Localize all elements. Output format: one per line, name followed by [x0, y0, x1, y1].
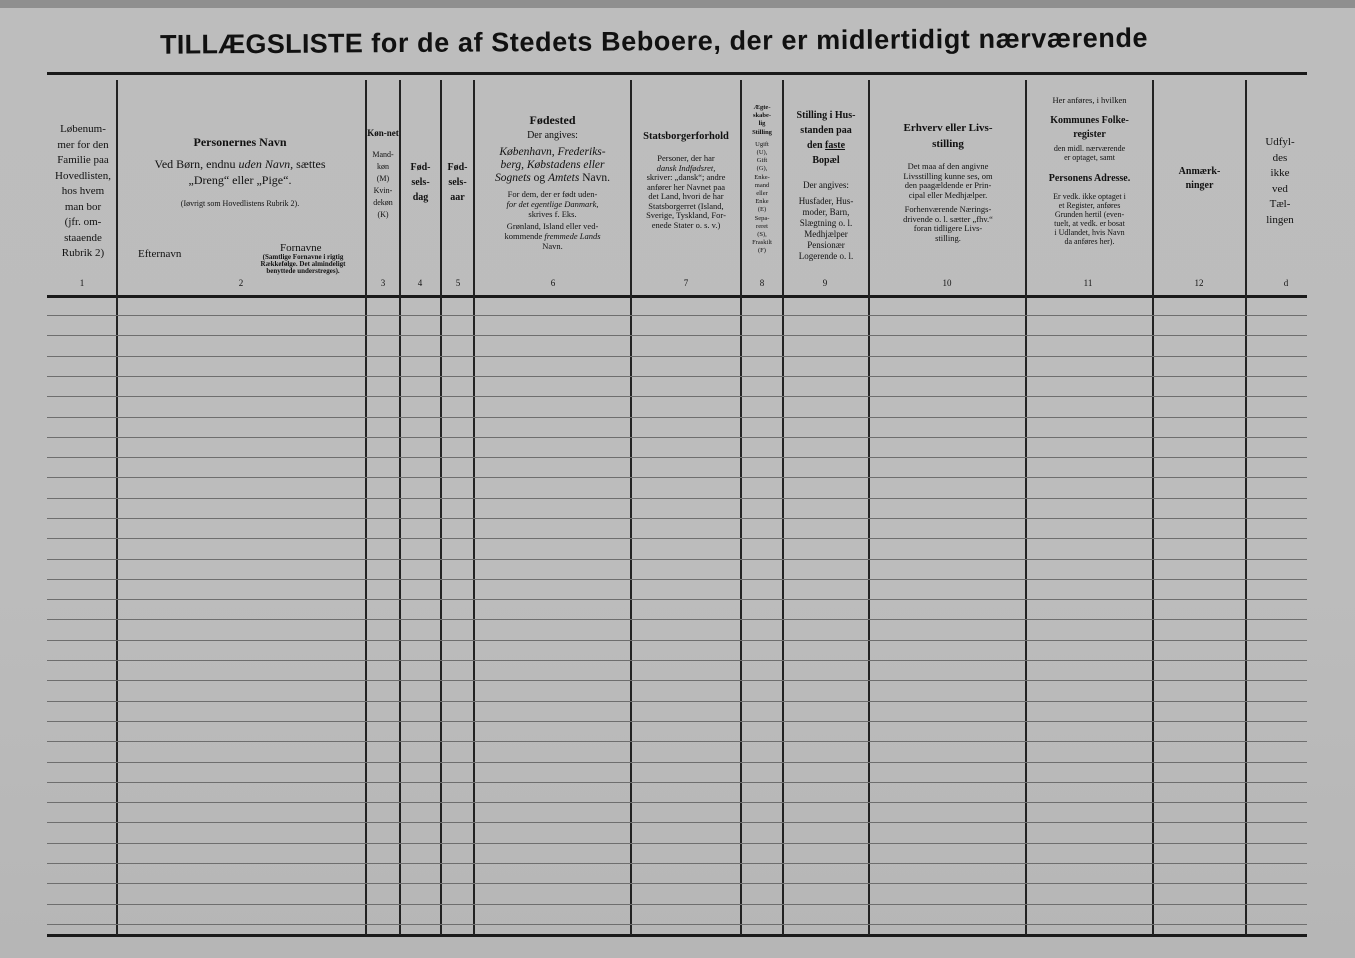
col2-firstname-label: Fornavne — [280, 242, 322, 254]
col3-text: (M) — [376, 174, 390, 183]
entry-row-line — [47, 721, 1307, 722]
cold-text: Tæl- — [1269, 198, 1291, 210]
col8-heading: lig — [758, 120, 766, 128]
col1-text: Rubrik 2) — [61, 247, 105, 259]
col2-text: uden Navn, — [238, 157, 294, 171]
col8-text: (G), — [756, 165, 768, 173]
entry-row-line — [47, 498, 1307, 499]
col8-text: Enke- — [754, 173, 770, 181]
col10-header — [871, 120, 1025, 330]
col-divider — [473, 80, 475, 935]
col1-text: (jfr. om- — [64, 216, 102, 228]
col9-text: Pensionær — [807, 240, 845, 250]
col12-heading: ninger — [1185, 180, 1214, 191]
col9-heading: Stilling i Hus- — [796, 110, 856, 121]
top-rule — [47, 72, 1307, 75]
col1-text: Hovedlisten, — [55, 169, 111, 182]
entry-row-line — [47, 680, 1307, 681]
col12-header — [1154, 165, 1245, 375]
col9-heading: den — [806, 140, 823, 151]
entry-row-line — [47, 904, 1307, 905]
col8-text: Enke — [755, 198, 769, 206]
col1-text: staaende — [64, 231, 102, 244]
col6-text: Grønland, Island eller ved- — [506, 220, 599, 231]
col8-text: reret — [756, 222, 768, 230]
col3-text: Mand- — [372, 150, 394, 159]
col8-heading: Ægte- — [753, 104, 771, 111]
col2-note: (Iøvrigt som Hovedlistens Rubrik 2). — [180, 199, 300, 208]
entry-row-line — [47, 619, 1307, 620]
col7-text: anfører her Navnet paa — [646, 181, 726, 192]
col6-text: berg, Købstadens eller — [500, 158, 605, 171]
column-number: 8 — [759, 278, 765, 288]
col5-header — [442, 160, 473, 370]
col4-heading: Fød- — [410, 162, 431, 173]
entry-row-line — [47, 660, 1307, 661]
entry-row-line — [47, 883, 1307, 884]
col9-text: Medhjælper — [804, 229, 848, 239]
cold-text: lingen — [1266, 213, 1294, 226]
col9-text: Slægtning o. l. — [799, 218, 853, 228]
col8-text: mand — [754, 181, 770, 189]
entry-row-line — [47, 640, 1307, 641]
col2-text: Ved Børn, endnu — [154, 157, 236, 171]
col10-heading: Erhverv eller Livs- — [903, 122, 993, 134]
column-number: 1 — [79, 278, 85, 288]
entry-row-line — [47, 782, 1307, 783]
col10-text: Livsstilling kunne ses, om — [903, 170, 993, 181]
col4-heading: sels- — [411, 177, 430, 188]
entry-row-line — [47, 559, 1307, 560]
column-number: 6 — [550, 278, 556, 288]
col12-heading: Anmærk- — [1178, 166, 1221, 177]
col3-text: køn — [377, 162, 389, 171]
col7-text: det Land, hvori de har — [648, 191, 724, 201]
col4-header — [401, 160, 440, 370]
col11-header — [1027, 96, 1152, 306]
entry-row-line — [47, 924, 1307, 925]
column-number: 3 — [380, 278, 386, 288]
col9-text: Logerende o. l. — [798, 251, 854, 261]
entry-row-line — [47, 376, 1307, 377]
col7-heading: Statsborgerforhold — [643, 131, 729, 142]
scan-edge — [0, 0, 1355, 8]
entry-row-line — [47, 315, 1307, 316]
col10-text: Forhenværende Nærings- — [904, 204, 992, 214]
entry-row-line — [47, 457, 1307, 458]
cold-text: ikke — [1270, 167, 1290, 179]
form-title-caps: TILLÆGSLISTE — [159, 28, 364, 60]
col7-header — [632, 130, 740, 340]
col6-text: for det egentlige Danmark, — [506, 198, 599, 209]
col1-text: mer for den — [57, 138, 109, 151]
entry-row-line — [47, 579, 1307, 580]
col11-heading: Personens Adresse. — [1048, 173, 1131, 184]
entry-row-line — [47, 599, 1307, 600]
entry-row-line — [47, 356, 1307, 357]
col8-text: Ugift — [755, 140, 769, 148]
col6-text: kommende — [504, 230, 543, 241]
column-number: 2 — [238, 278, 244, 288]
col9-heading: faste — [825, 140, 846, 151]
col11-text: da anføres her). — [1064, 237, 1115, 246]
cold-text: Udfyl- — [1265, 136, 1295, 148]
col11-text: i Udlandet, hvis Navn — [1054, 228, 1125, 237]
col2-text: sættes — [296, 157, 326, 171]
col6-heading: Fødested — [529, 113, 576, 127]
col11-heading: register — [1073, 129, 1106, 140]
col11-text: tuelt, at vedk. er bosat — [1054, 219, 1125, 228]
entry-row-line — [47, 741, 1307, 742]
col5-heading: aar — [450, 192, 465, 203]
col2-heading: Personernes Navn — [193, 135, 287, 149]
col11-text: er optaget, samt — [1064, 153, 1115, 162]
col6-text: skrives f. Eks. — [528, 208, 577, 219]
col8-text: (U), — [756, 149, 768, 157]
entry-row-line — [47, 437, 1307, 438]
entry-row-line — [47, 802, 1307, 803]
column-number: d — [1283, 278, 1289, 288]
col10-text: Det maa af den angivne — [907, 161, 989, 171]
col6-text: For dem, der er født uden- — [507, 188, 598, 199]
col5-heading: Fød- — [447, 162, 468, 173]
bottom-rule — [47, 934, 1307, 937]
form-title — [160, 22, 1220, 60]
col2-header — [120, 134, 360, 344]
col8-text: eller — [756, 190, 768, 198]
col8-text: (F) — [758, 247, 766, 255]
col6-text: København, Frederiks- — [499, 145, 606, 158]
col1-text: Løbenum- — [60, 123, 106, 135]
column-number: 10 — [942, 278, 952, 288]
col10-text: foran tidligere Livs- — [913, 223, 983, 233]
col11-text: Er vedk. ikke optaget i — [1053, 192, 1126, 201]
col6-text: Der angives: — [527, 130, 578, 141]
col1-text: man bor — [64, 200, 102, 213]
col2-subnote: benyttede understreges). — [266, 267, 340, 275]
col8-text: Sepa- — [754, 214, 770, 222]
col2-subnote: (Samtlige Fornavne i rigtig — [262, 253, 344, 261]
col10-text: cipal eller Medhjælper. — [908, 189, 988, 200]
cold-text: des — [1272, 151, 1288, 164]
col8-text: (S), — [757, 231, 767, 239]
column-number: 9 — [822, 278, 828, 288]
col7-text: Sverige, Tyskland, For- — [646, 210, 726, 220]
column-number: 5 — [455, 278, 461, 288]
col9-text: moder, Barn, — [802, 207, 850, 217]
col6-header — [476, 112, 629, 322]
col9-heading: Bopæl — [812, 155, 840, 166]
col11-heading: Kommunes Folke- — [1050, 115, 1129, 126]
col9-text: Der angives: — [803, 180, 849, 190]
entry-row-line — [47, 538, 1307, 539]
col10-heading: stilling — [932, 138, 964, 150]
col1-text: hos hvem — [61, 185, 105, 197]
col3-text: Kvin- — [373, 186, 393, 195]
entry-row-line — [47, 863, 1307, 864]
entry-row-line — [47, 843, 1307, 844]
entry-row-line — [47, 335, 1307, 336]
col11-text: et Register, anføres — [1058, 201, 1121, 210]
col8-text: Fraskilt — [752, 239, 772, 247]
col11-text: Her anføres, i hvilken — [1052, 96, 1127, 105]
column-number: 7 — [683, 278, 689, 288]
cold-header — [1247, 135, 1313, 345]
col6-text: Navn. — [542, 240, 563, 251]
entry-row-line — [47, 822, 1307, 823]
col3-text: dekøn — [373, 198, 393, 207]
col7-text: enede Stater o. s. v.) — [651, 219, 721, 230]
entry-row-line — [47, 518, 1307, 519]
col6-text: Amtets — [548, 171, 580, 184]
col4-heading: dag — [412, 192, 429, 203]
col9-heading: standen paa — [800, 125, 852, 136]
column-number: 12 — [1194, 278, 1204, 288]
col3-text: (K) — [377, 210, 389, 219]
col2-text: „Dreng“ eller „Pige“. — [188, 173, 292, 187]
col7-text: Personer, der har — [657, 153, 715, 163]
entry-row-line — [47, 701, 1307, 702]
col8-text: (E) — [757, 206, 767, 214]
entry-row-line — [47, 477, 1307, 478]
col6-text: Sognets — [494, 171, 531, 184]
col7-text: skriver: „dansk“; andre — [646, 172, 726, 182]
column-number: 4 — [417, 278, 423, 288]
col1-header — [49, 122, 117, 332]
col7-text: Statsborgerret (Island, — [648, 200, 724, 211]
col10-text: drivende o. l. sætter „fhv.“ — [903, 213, 993, 224]
column-number: 11 — [1083, 278, 1093, 288]
col6-text: Navn. — [582, 171, 610, 184]
col2-surname-label: Efternavn — [138, 248, 182, 260]
entry-row-line — [47, 396, 1307, 397]
col10-text: stilling. — [935, 232, 961, 243]
col11-text: den midl. nærværende — [1053, 144, 1126, 153]
col8-heading: skabe- — [752, 112, 772, 120]
col8-heading: Stilling — [752, 128, 772, 136]
form-title-rest: for de af Stedets Beboere, der er midlertidigt nærværende — [371, 22, 1149, 59]
col7-text: dansk Indfødsret, — [656, 162, 716, 173]
entry-row-line — [47, 762, 1307, 763]
col11-text: Grunden hertil (even- — [1054, 210, 1125, 219]
col1-text: Familie paa — [57, 154, 109, 166]
col-divider — [868, 80, 870, 935]
cold-text: ved — [1272, 182, 1288, 195]
col8-text: Gift — [756, 157, 768, 165]
col2-subnote: Rækkefølge. Det almindeligt — [260, 260, 346, 268]
col10-text: den paagældende er Prin- — [904, 180, 992, 190]
col9-text: Husfader, Hus- — [798, 196, 854, 206]
col6-text: fremmede Lands — [544, 230, 601, 241]
col3-heading: Køn-net — [367, 128, 399, 138]
col6-text: og — [533, 171, 546, 184]
col3-header — [367, 127, 399, 337]
col5-heading: sels- — [448, 177, 467, 188]
entry-row-line — [47, 417, 1307, 418]
